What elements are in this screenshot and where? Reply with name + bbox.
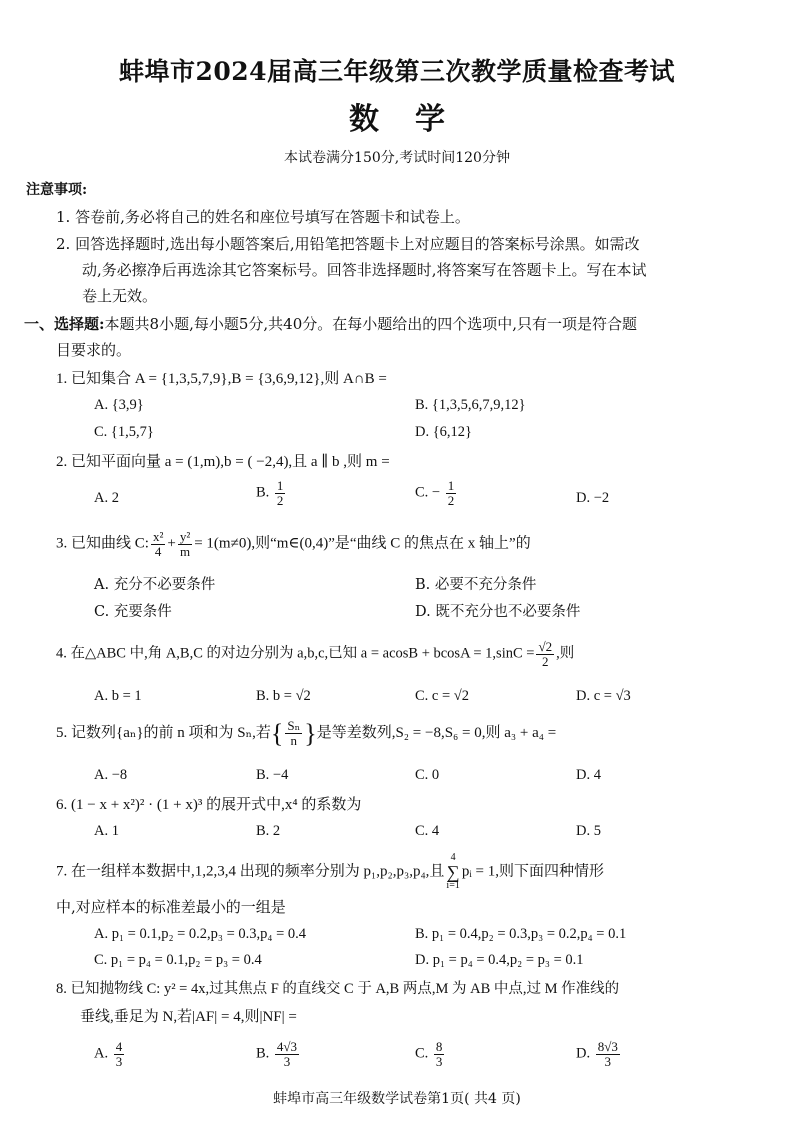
q4-option-c: C. c = √2 bbox=[415, 688, 469, 704]
q7-summation: 4 ∑ i=1 bbox=[446, 852, 460, 891]
q4-option-a: A. b = 1 bbox=[94, 688, 142, 704]
notice-item-2-end: 卷上无效。 bbox=[82, 287, 158, 305]
q3-option-c: C. 充要条件 bbox=[94, 604, 172, 620]
q1-option-a: A. {3,9} bbox=[94, 397, 144, 413]
q4-fraction: $\frac{√2}{2}$ bbox=[538, 639, 553, 669]
q5-option-a: A. −8 bbox=[94, 767, 128, 783]
q3-option-b: B. 必要不充分条件 bbox=[415, 577, 537, 593]
q6-option-b: B. 2 bbox=[256, 823, 281, 839]
q2-option-b: B. $\frac{1}{2}$ bbox=[256, 478, 284, 508]
q3-option-d: D. 既不充分也不必要条件 bbox=[415, 604, 581, 620]
q3-fraction-y: $\frac{\text{y²}}{m}$ bbox=[179, 529, 191, 559]
q2-option-d: D. −2 bbox=[576, 490, 610, 506]
notice-heading: 注意事项: bbox=[26, 182, 88, 198]
q2-stem: 2. 已知平面向量 a = (1,m),b = ( −2,4),且 a ∥ b ,则 m = bbox=[56, 454, 390, 470]
q8-option-a: A. $\frac{4}{3}$ bbox=[94, 1039, 123, 1069]
q8-option-d: D. $\frac{8√3}{3}$ bbox=[576, 1039, 618, 1069]
q2-option-a: A. 2 bbox=[94, 490, 119, 506]
q6-stem: 6. (1 − x + x²)² · (1 + x)³ 的展开式中,x⁴ 的系数为 bbox=[56, 797, 362, 813]
q6-option-a: A. 1 bbox=[94, 823, 119, 839]
q7-option-a: A. p₁ = 0.1,p₂ = 0.2,p₃ = 0.3,p₄ = 0.4 bbox=[94, 926, 307, 942]
q3-option-a: A. 充分不必要条件 bbox=[94, 577, 216, 593]
q5-stem: 5. 记数列{aₙ}的前 n 项和为 Sₙ,若{ $\frac{\text{Sₙ}}{n}$ }是等差数列,S₂ = −8,S₆ = 0,则 a₃ + a₄ = bbox=[56, 718, 557, 749]
q7-option-d: D. p₁ = p₄ = 0.4,p₂ = p₃ = 0.1 bbox=[415, 952, 584, 968]
q7-option-c: C. p₁ = p₄ = 0.1,p₂ = p₃ = 0.4 bbox=[94, 952, 262, 968]
q8-c-fraction: $\frac{8}{3}$ bbox=[435, 1039, 443, 1069]
exam-info: 本试卷满分150分,考试时间120分钟 bbox=[284, 150, 510, 166]
q1-option-b: B. {1,3,5,6,7,9,12} bbox=[415, 397, 526, 413]
q1-stem: 1. 已知集合 A = {1,3,5,7,9},B = {3,6,9,12},则 A∩B = bbox=[56, 371, 387, 387]
section-heading: 一、选择题: bbox=[24, 315, 105, 333]
q5-option-b: B. −4 bbox=[256, 767, 289, 783]
section-heading-line bbox=[24, 315, 637, 333]
q8-option-b: B. $\frac{4√3}{3}$ bbox=[256, 1039, 298, 1069]
q6-option-d: D. 5 bbox=[576, 823, 601, 839]
q5-option-c: C. 0 bbox=[415, 767, 440, 783]
notice-item-2: 2. 回答选择题时,选出每小题答案后,用铅笔把答题卡上对应题目的答案标号涂黑。如需改 bbox=[56, 235, 640, 253]
q8-option-c: C. $\frac{8}{3}$ bbox=[415, 1039, 443, 1069]
page-footer: 蚌埠市高三年级数学试卷第1页( 共4 页) bbox=[273, 1091, 521, 1107]
q2-option-c: C. − $\frac{1}{2}$ bbox=[415, 478, 455, 508]
q7-stem-line2: 中,对应样本的标准差最小的一组是 bbox=[56, 898, 286, 916]
notice-item-1: 1. 答卷前,务必将自己的姓名和座位号填写在答题卡和试卷上。 bbox=[56, 208, 470, 226]
q5-option-d: D. 4 bbox=[576, 767, 601, 783]
section-desc-2: 目要求的。 bbox=[56, 341, 132, 359]
q4-stem: 4. 在△ABC 中,角 A,B,C 的对边分别为 a,b,c,已知 a = acosB + bcosA = 1,sinC = $\frac{√2}{2}$ ,则 bbox=[56, 639, 575, 669]
q8-a-fraction: $\frac{4}{3}$ bbox=[115, 1039, 123, 1069]
q7-option-b: B. p₁ = 0.4,p₂ = 0.3,p₃ = 0.2,p₄ = 0.1 bbox=[415, 926, 627, 942]
q1-option-c: C. {1,5,7} bbox=[94, 424, 154, 440]
q8-stem: 8. 已知抛物线 C: y² = 4x,过其焦点 F 的直线交 C 于 A,B 两点,M 为 AB 中点,过 M 作准线的 bbox=[56, 981, 620, 997]
q2-c-fraction: $\frac{1}{2}$ bbox=[447, 478, 455, 508]
q4-option-d: D. c = √3 bbox=[576, 688, 631, 704]
notice-item-2-cont: 动,务必擦净后再选涂其它答案标号。回答非选择题时,将答案写在答题卡上。写在本试 bbox=[82, 261, 647, 279]
q8-stem-line2: 垂线,垂足为 N,若|AF| = 4,则|NF| = bbox=[80, 1009, 297, 1025]
subject-title: 数学 bbox=[349, 102, 481, 137]
q6-option-c: C. 4 bbox=[415, 823, 440, 839]
q5-fraction: $\frac{\text{Sₙ}}{n}$ bbox=[287, 718, 301, 749]
q7-stem: 7. 在一组样本数据中,1,2,3,4 出现的频率分别为 p₁,p₂,p₃,p₄,且4 ∑ i=1pᵢ = 1,则下面四种情形 bbox=[56, 852, 605, 891]
q8-b-fraction: $\frac{4√3}{3}$ bbox=[276, 1039, 298, 1069]
q8-d-fraction: $\frac{8√3}{3}$ bbox=[597, 1039, 618, 1069]
q2-b-fraction: $\frac{1}{2}$ bbox=[276, 478, 284, 508]
q3-fraction-x: $\frac{\text{x²}}{4}$ bbox=[152, 529, 164, 559]
exam-title: 蚌埠市2024届高三年级第三次教学质量检查考试 bbox=[118, 57, 676, 86]
q4-option-b: B. b = √2 bbox=[256, 688, 311, 704]
section-desc-1: 本题共8小题,每小题5分,共40分。在每小题给出的四个选项中,只有一项是符合题 bbox=[104, 315, 638, 333]
q3-stem: 3. 已知曲线 C: $\frac{\text{x²}}{4}$ + $\frac{\text{y²}}{m}$ = 1(m≠0),则“m∈(0,4)”是“曲线 C 的焦点在 x 轴上”的 bbox=[56, 529, 531, 559]
q1-option-d: D. {6,12} bbox=[415, 424, 473, 440]
